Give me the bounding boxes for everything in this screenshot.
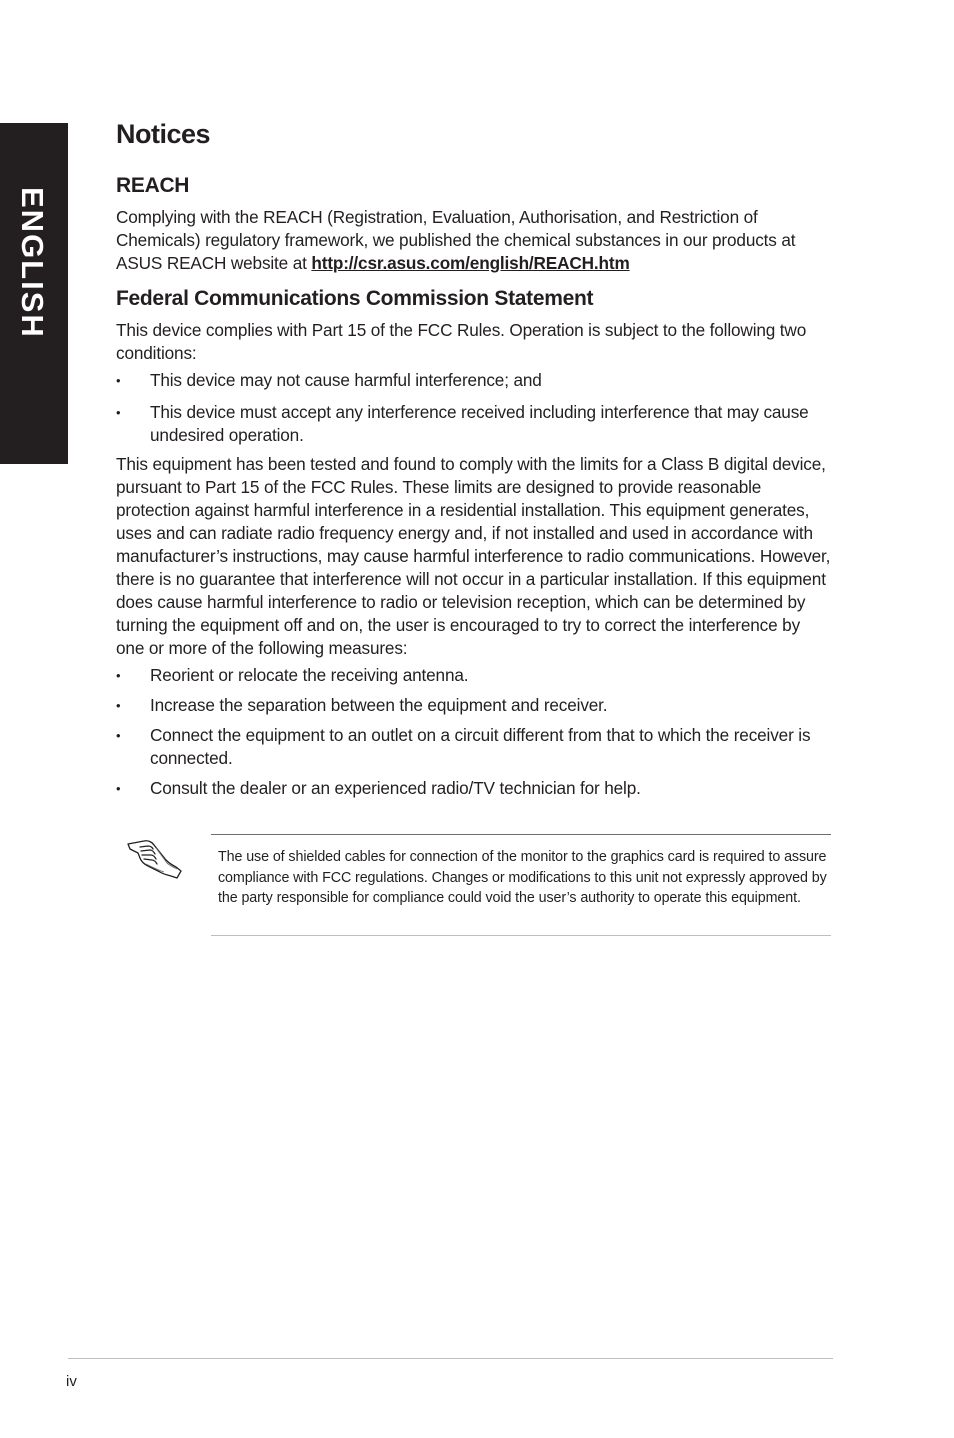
fcc-measures-list	[116, 664, 832, 800]
page-content	[116, 116, 832, 800]
list-item	[116, 369, 832, 392]
list-item-text: Increase the separation between the equipment and receiver.	[150, 695, 608, 715]
list-item-text: This device must accept any interference received including interference that may cause undesired operation.	[150, 402, 809, 445]
bullet-icon: •	[116, 728, 121, 743]
page-title: Notices	[116, 119, 211, 149]
reach-heading: REACH	[116, 174, 190, 197]
bullet-icon: •	[116, 698, 121, 713]
list-item	[116, 664, 832, 687]
reach-paragraph	[116, 206, 832, 275]
list-item	[116, 724, 832, 770]
note-box	[211, 834, 831, 936]
fcc-equipment-paragraph: This equipment has been tested and found to comply with the limits for a Class B digital device, pursuant to Part 15 of the FCC Rules. These limits are designed to provide reasonable protection against harmful interference in a residential installation. This equipment generates, uses and can radiate radio frequency energy and, if not installed and used in accordance with manufacturer’s instructions, may cause harmful interference to radio communications. However, there is no guarantee that interference will not occur in a particular installation. If this equipment does cause harmful interference to radio or television reception, which can be determined by turning the equipment off and on, the user is encouraged to try to correct the interference by one or more of the following measures:	[116, 454, 831, 658]
page-number: iv	[66, 1373, 77, 1390]
fcc-conditions-list	[116, 369, 832, 447]
bullet-icon: •	[116, 781, 121, 796]
bullet-icon: •	[116, 405, 121, 420]
list-item	[116, 777, 832, 800]
list-item-text: Consult the dealer or an experienced radio/TV technician for help.	[150, 778, 641, 798]
list-item-text: This device may not cause harmful interference; and	[150, 370, 542, 390]
bullet-icon: •	[116, 373, 121, 388]
list-item	[116, 401, 832, 447]
fcc-intro: This device complies with Part 15 of the FCC Rules. Operation is subject to the following two conditions:	[116, 320, 807, 363]
language-tab-label: ENGLISH	[15, 187, 50, 339]
list-item-text: Reorient or relocate the receiving antenna.	[150, 665, 469, 685]
list-item	[116, 694, 832, 717]
note-callout	[116, 834, 832, 936]
list-item-text: Connect the equipment to an outlet on a circuit different from that to which the receiver is connected.	[150, 725, 811, 768]
footer-divider	[68, 1358, 833, 1359]
note-text: The use of shielded cables for connection of the monitor to the graphics card is required to assure compliance with FCC regulations. Changes or modifications to this unit not expressly approved by the party responsible for compliance could void the user’s authority to operate this equipment.	[218, 849, 827, 906]
bullet-icon: •	[116, 668, 121, 683]
language-side-tab	[0, 123, 68, 464]
fcc-heading: Federal Communications Commission Statement	[116, 287, 594, 310]
pointing-hand-icon	[126, 836, 184, 882]
reach-text: Complying with the REACH (Registration, Evaluation, Authorisation, and Restriction of Chemicals) regulatory framework, we published the chemical substances in our products at ASUS REACH website at	[116, 207, 796, 273]
reach-website-link[interactable]: http://csr.asus.com/english/REACH.htm	[311, 253, 630, 273]
